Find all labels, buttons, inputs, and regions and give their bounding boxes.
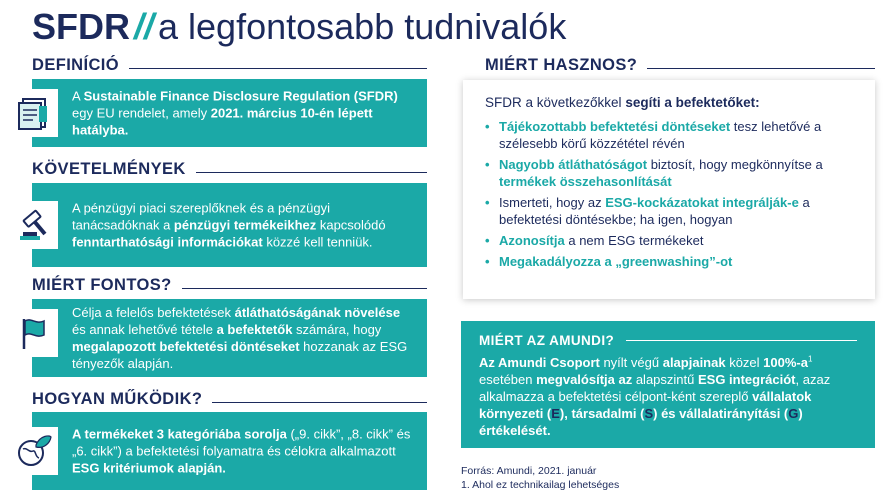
footer-source: Forrás: Amundi, 2021. január — [461, 465, 597, 477]
kovetelmenyek-heading: KÖVETELMÉNYEK — [32, 160, 186, 178]
title-slash: // — [134, 6, 155, 47]
mukodik-rule — [212, 402, 427, 403]
hasznos-heading: MIÉRT HASZNOS? — [485, 56, 638, 74]
definicio-text: A Sustainable Finance Disclosure Regulation (SFDR) egy EU rendelet, amely 2021. március 10-én lépett hatályba. — [72, 88, 398, 138]
amundi-text: Az Amundi Csoport nyílt végű alapjainak közel $100\%-a^1$ esetében megvalósítja az alapszintű ESG integrációt, azaz alkalmazza a befektetési célpont-ként szereplő vállalatok környezeti (E), társadalmi (S) és vállalatirányítási (G) értékelését. — [479, 354, 831, 438]
amundi-header — [479, 333, 861, 348]
mukodik-heading: HOGYAN MŰKÖDIK? — [32, 390, 203, 408]
fontos-text: Célja a felelős befektetések átláthatóságának növelése és annak lehetővé tétele a befektetők számára, hogy megalapozott befektetési döntéseket hozzanak az ESG tényezők alapján. — [72, 305, 408, 371]
hasznos-card — [463, 80, 875, 299]
document-icon — [10, 89, 58, 137]
hasznos-rule — [647, 68, 875, 69]
title-sfdr: SFDR — [32, 6, 130, 47]
hasznos-intro: SFDR a következőkkel segíti a befektetőket: — [485, 95, 760, 110]
list-item: • Nagyobb átláthatóságot biztosít, hogy megkönnyítse a termékek összehasonlítását — [485, 156, 861, 190]
footer-note: 1. Ahol ez technikailag lehetséges — [461, 479, 620, 491]
kovetelmenyek-text: A pénzügyi piaci szereplőknek és a pénzügyi tanácsadóknak a pénzügyi termékeikhez kapcsolódó fenntarthatósági információkat közzé kell tenniük. — [72, 200, 386, 250]
definicio-box — [32, 79, 427, 147]
fontos-box — [32, 299, 427, 377]
amundi-heading: MIÉRT AZ AMUNDI? — [479, 333, 615, 348]
mukodik-text: A termékeket 3 kategóriába sorolja („9. cikk”, „8. cikk” és „6. cikk”) a befektetési folyamatra és célokra alkalmazott ESG kritériumok alapján. — [72, 426, 411, 476]
fontos-header — [32, 273, 427, 295]
mukodik-header — [32, 387, 427, 409]
list-item: • Ismerteti, hogy az ESG-kockázatokat integrálják-e a befektetési döntésekbe; ha igen, hogyan — [485, 194, 861, 228]
hasznos-header — [485, 53, 875, 75]
gavel-icon — [10, 201, 58, 249]
title-rest: a legfontosabb tudnivalók — [158, 6, 567, 47]
page-title — [32, 4, 566, 50]
fontos-heading: MIÉRT FONTOS? — [32, 276, 172, 294]
flag-icon — [10, 309, 58, 357]
kovetelmenyek-rule — [196, 172, 427, 173]
definicio-heading: DEFINÍCIÓ — [32, 56, 120, 74]
kovetelmenyek-header — [32, 157, 427, 179]
amundi-box — [461, 321, 875, 448]
globe-leaf-icon — [10, 427, 58, 475]
list-item: • Megakadályozza a „greenwashing”-ot — [485, 253, 861, 270]
mukodik-box — [32, 412, 427, 490]
list-item: • Tájékozottabb befektetési döntéseket tesz lehetővé a szélesebb körű közzététel révén — [485, 118, 861, 152]
definicio-rule — [129, 68, 427, 69]
list-item: • Azonosítja a nem ESG termékeket — [485, 232, 861, 249]
hasznos-list — [485, 118, 861, 270]
definicio-header — [32, 53, 427, 75]
fontos-rule — [182, 288, 427, 289]
amundi-rule — [626, 340, 857, 341]
kovetelmenyek-box — [32, 183, 427, 267]
